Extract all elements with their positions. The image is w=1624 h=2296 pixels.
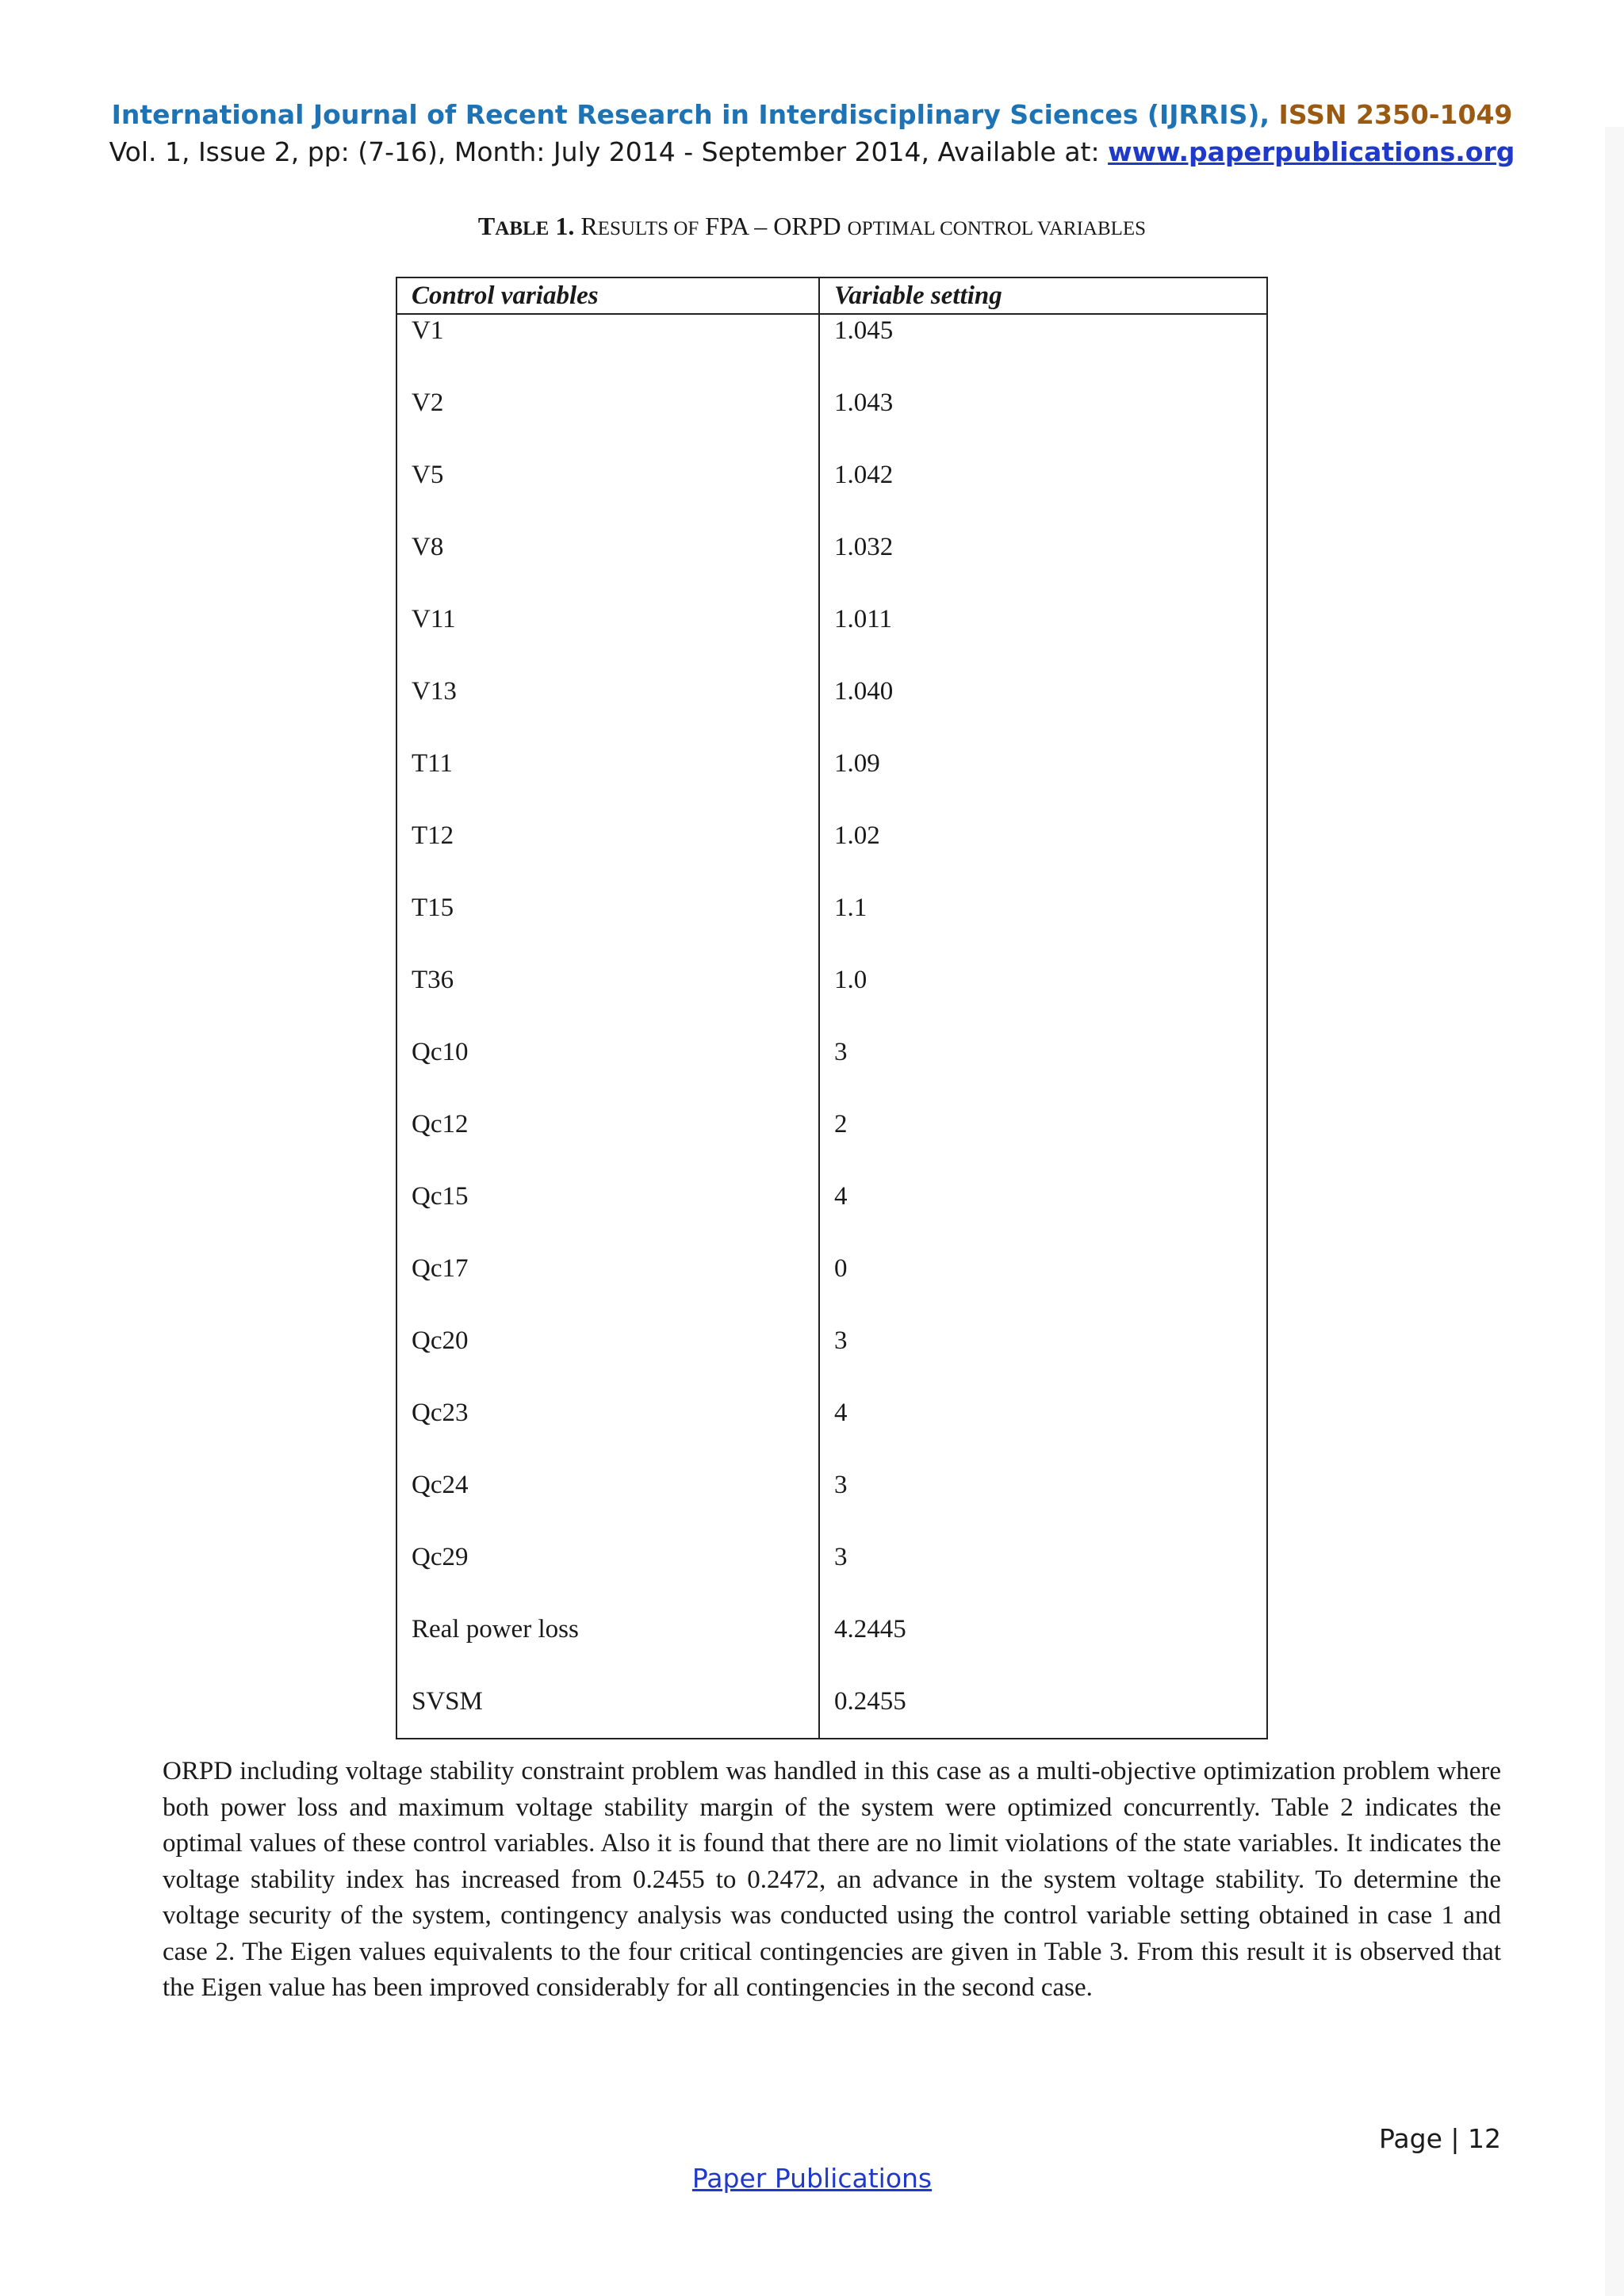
issn: ISSN 2350-1049 (1278, 99, 1513, 130)
control-variable-cell: V13 (396, 675, 819, 748)
journal-volume-line (0, 133, 1624, 171)
website-link[interactable]: www.paperpublications.org (1108, 136, 1515, 167)
table-row (396, 1253, 1267, 1325)
variable-setting-cell: 1.043 (819, 387, 1267, 459)
table-row (396, 459, 1267, 531)
table-row (396, 1108, 1267, 1181)
control-variable-cell: V1 (396, 314, 819, 387)
table-row (396, 1541, 1267, 1613)
variable-setting-cell: 1.045 (819, 314, 1267, 387)
variable-setting-cell: 1.09 (819, 748, 1267, 820)
variable-setting-cell: 1.0 (819, 964, 1267, 1036)
table-row (396, 1397, 1267, 1469)
table-body (396, 314, 1267, 1739)
table-row (396, 1469, 1267, 1541)
variable-setting-cell: 4.2445 (819, 1613, 1267, 1686)
control-variable-cell: Qc12 (396, 1108, 819, 1181)
journal-header (0, 97, 1624, 171)
table-row (396, 1613, 1267, 1686)
caption-results: ESULTS OF (597, 218, 699, 239)
table-row (396, 314, 1267, 387)
control-variable-cell: V11 (396, 603, 819, 675)
table-row (396, 675, 1267, 748)
control-variable-cell: Qc29 (396, 1541, 819, 1613)
page-number: Page | 12 (1379, 2123, 1501, 2154)
table-header-row (396, 277, 1267, 314)
caption-method: FPA – ORPD (705, 212, 841, 240)
control-variable-cell: V2 (396, 387, 819, 459)
control-variables-table (396, 277, 1268, 1739)
table-row (396, 387, 1267, 459)
variable-setting-cell: 3 (819, 1036, 1267, 1108)
table-row (396, 964, 1267, 1036)
control-variable-cell: T15 (396, 892, 819, 964)
table-caption (0, 208, 1624, 247)
page-edge-shade (1605, 127, 1624, 2296)
control-variable-cell: T11 (396, 748, 819, 820)
control-variable-cell: T12 (396, 820, 819, 892)
body-paragraph: ORPD including voltage stability constraint problem was handled in this case as a multi-objective optimization problem where both power loss and maximum voltage stability margin of the system were optimized concurrently. Table 2 indicates the optimal values of these control variables. Also it is found that there are no limit violations of the state variables. It indicates the voltage stability index has increased from 0.2455 to 0.2472, an advance in the system voltage stability. To determine the voltage security of the system, contingency analysis was conducted using the control variable setting obtained in case 1 and case 2. The Eigen values equivalents to the four critical contingencies are given in Table 3. From this result it is observed that the Eigen value has been improved considerably for all contingencies in the second case. (163, 1757, 1501, 2002)
header-variable-setting: Variable setting (819, 277, 1267, 314)
table-row (396, 1181, 1267, 1253)
publisher-link[interactable]: Paper Publications (691, 2163, 933, 2194)
control-variable-cell: Qc24 (396, 1469, 819, 1541)
variable-setting-cell: 4 (819, 1397, 1267, 1469)
variable-setting-cell: 3 (819, 1469, 1267, 1541)
variable-setting-cell: 0.2455 (819, 1686, 1267, 1739)
variable-setting-cell: 3 (819, 1325, 1267, 1397)
journal-title-line (0, 97, 1624, 133)
control-variable-cell: Qc10 (396, 1036, 819, 1108)
volume-info: Vol. 1, Issue 2, pp: (7-16), Month: July 2014 - September 2014, Available at: (109, 136, 1109, 167)
control-variable-cell: Real power loss (396, 1613, 819, 1686)
table-row (396, 1036, 1267, 1108)
control-variable-cell: Qc20 (396, 1325, 819, 1397)
variable-setting-cell: 1.02 (819, 820, 1267, 892)
control-variable-cell: SVSM (396, 1686, 819, 1739)
control-variable-cell: Qc23 (396, 1397, 819, 1469)
variable-setting-cell: 1.1 (819, 892, 1267, 964)
control-variable-cell: Qc15 (396, 1181, 819, 1253)
variable-setting-cell: 2 (819, 1108, 1267, 1181)
variable-setting-cell: 1.032 (819, 531, 1267, 603)
table-row (396, 531, 1267, 603)
caption-label: TABLE 1. (477, 212, 575, 240)
table-row (396, 748, 1267, 820)
caption-r: R (580, 212, 598, 240)
table-row (396, 1686, 1267, 1739)
table-row (396, 820, 1267, 892)
variable-setting-cell: 4 (819, 1181, 1267, 1253)
journal-name: International Journal of Recent Research in Interdisciplinary Sciences (IJRRIS), (111, 99, 1270, 130)
header-control-variables: Control variables (396, 277, 819, 314)
table-row (396, 603, 1267, 675)
variable-setting-cell: 1.011 (819, 603, 1267, 675)
variable-setting-cell: 1.040 (819, 675, 1267, 748)
variable-setting-cell: 1.042 (819, 459, 1267, 531)
control-variable-cell: V5 (396, 459, 819, 531)
caption-subject: OPTIMAL CONTROL VARIABLES (847, 218, 1147, 239)
control-variable-cell: T36 (396, 964, 819, 1036)
control-variable-cell: Qc17 (396, 1253, 819, 1325)
variable-setting-cell: 3 (819, 1541, 1267, 1613)
control-variable-cell: V8 (396, 531, 819, 603)
table-row (396, 1325, 1267, 1397)
table-row (396, 892, 1267, 964)
variable-setting-cell: 0 (819, 1253, 1267, 1325)
